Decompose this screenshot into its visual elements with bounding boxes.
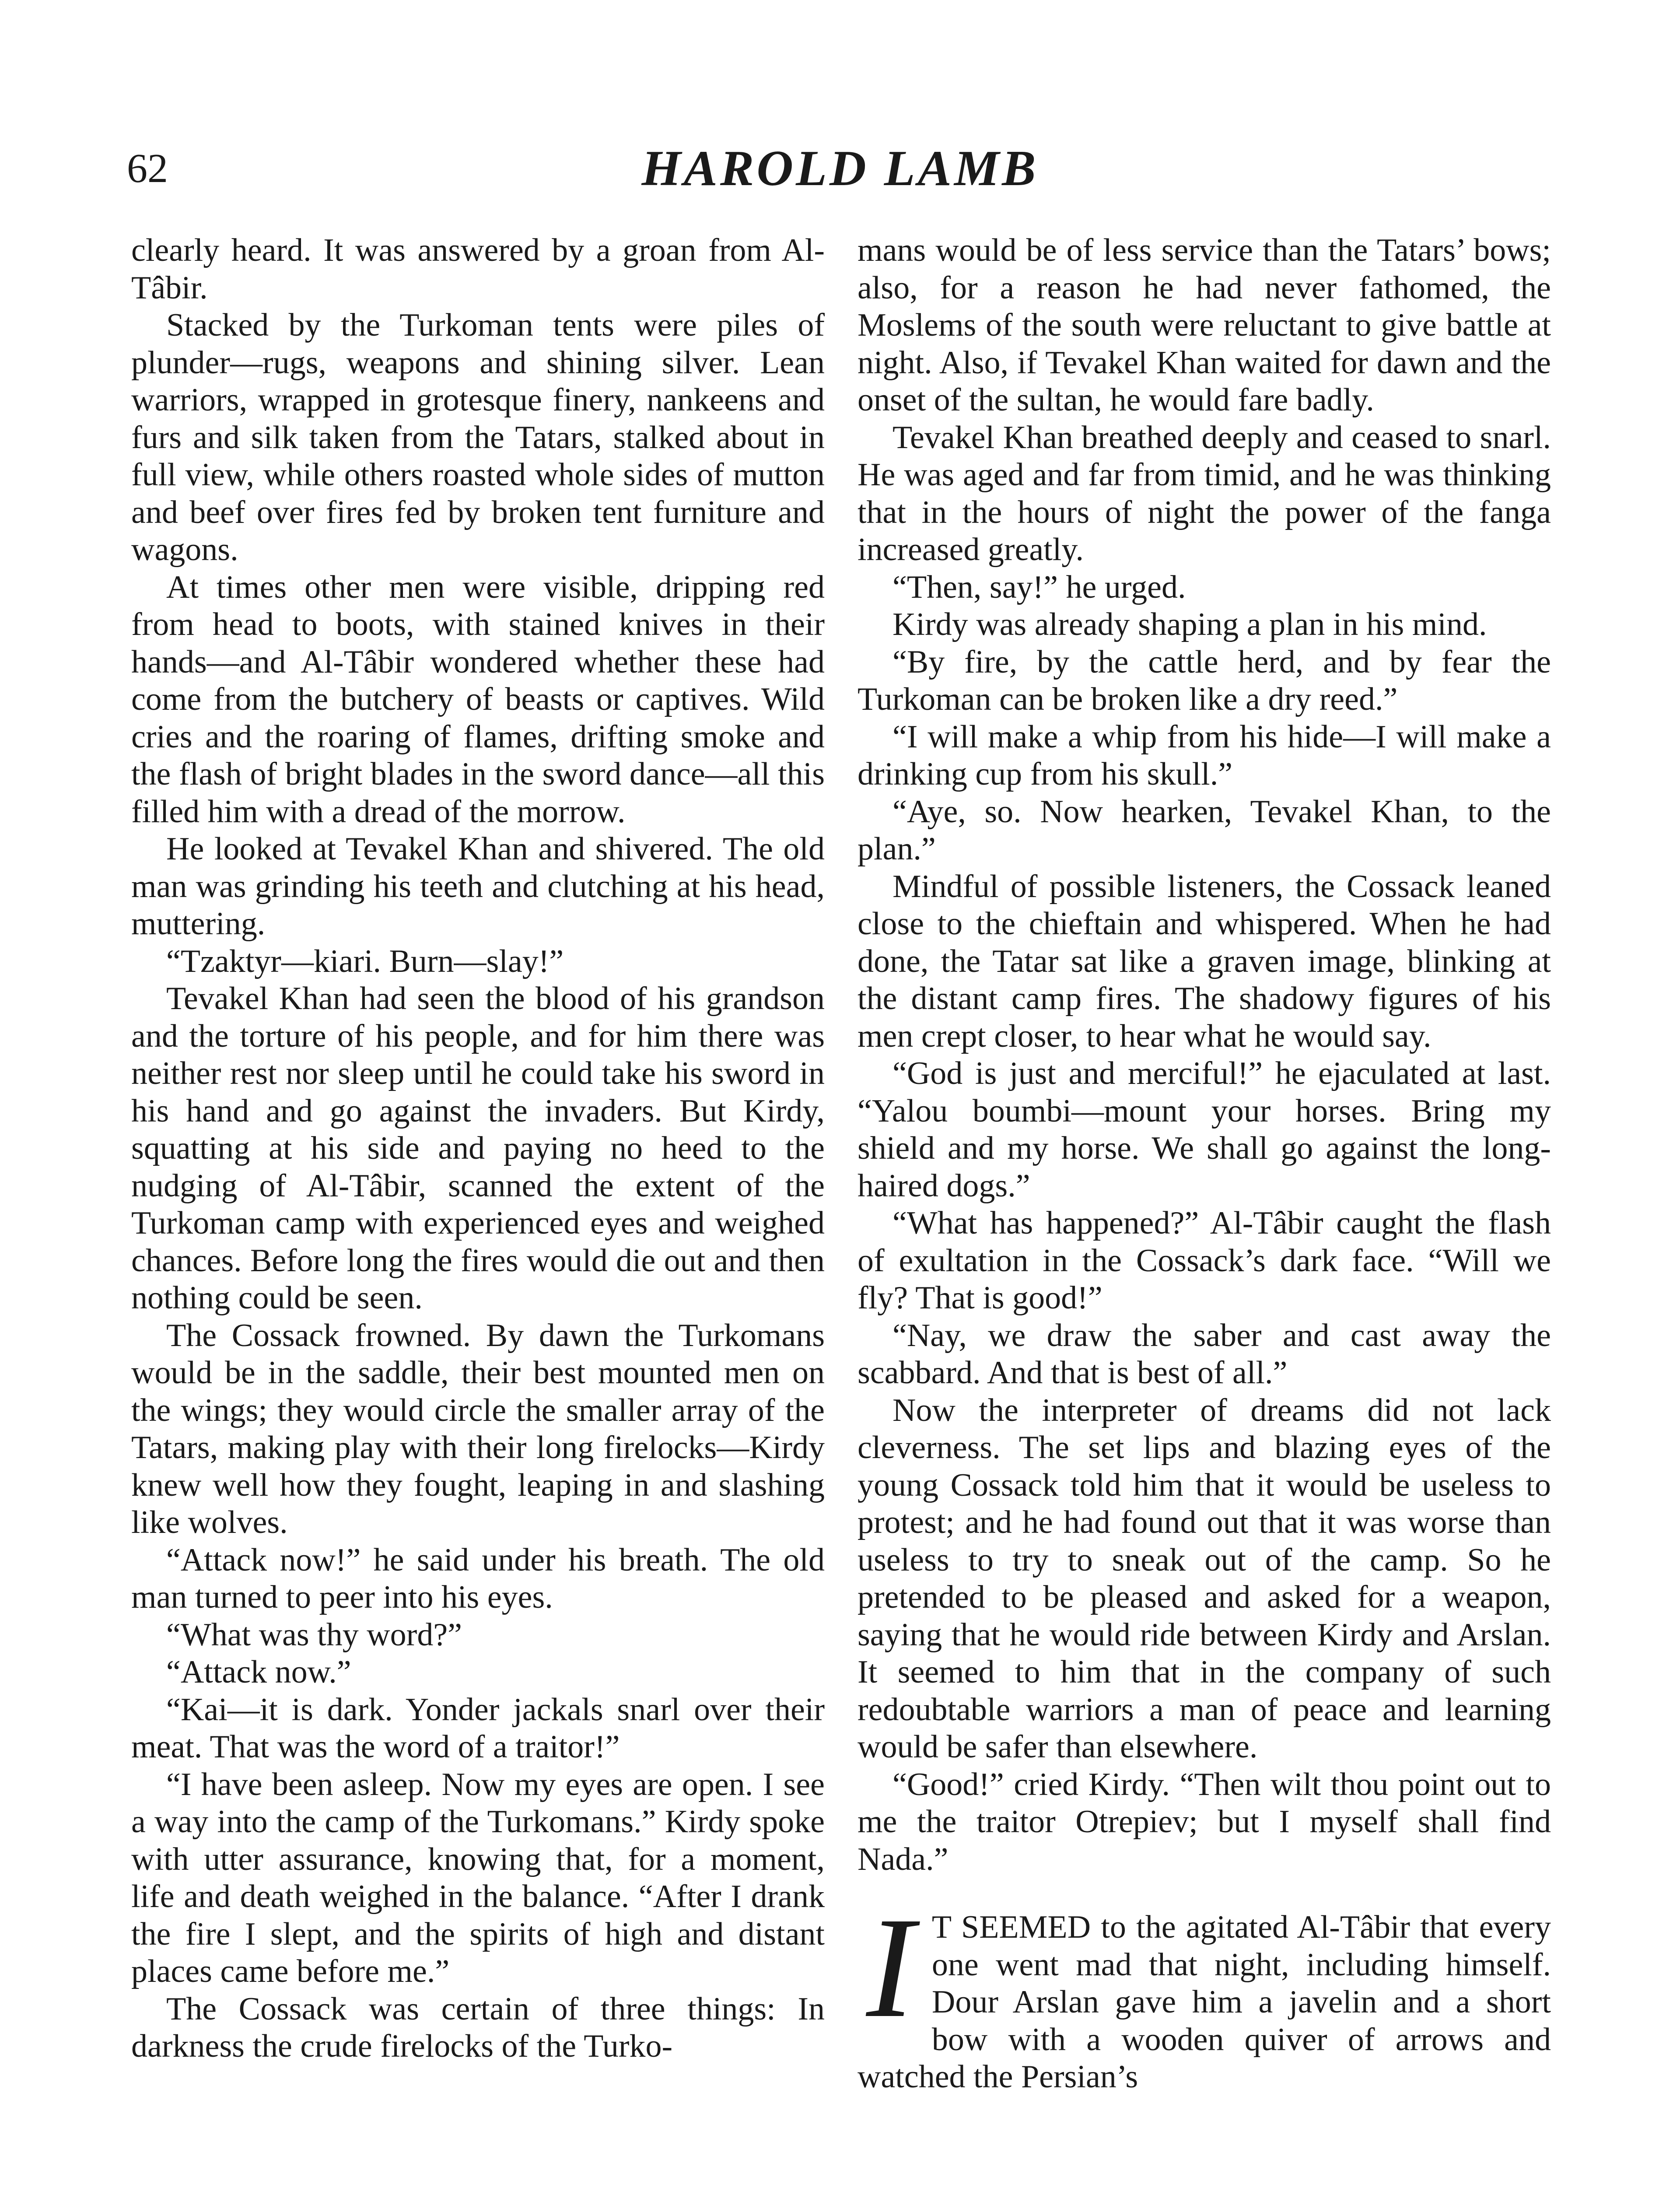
section-opening-text: T SEEMED to the agitated Al-Tâbir that every one went mad that night, including himself. Dour Arslan gave him a javelin and a short bow with a wooden quiver of arrows and watched the Persian’s [858, 1909, 1551, 2095]
drop-cap: I [866, 1888, 914, 2048]
new-section [858, 1888, 1551, 2096]
paragraph: “Kai—it is dark. Yonder jackals snarl over their meat. That was the word of a traitor!” [131, 1691, 825, 1765]
paragraph: Mindful of possible listeners, the Cossack leaned close to the chieftain and whispered. When he had done, the Tatar sat like a graven image, blinking at the distant camp fires. The shadowy figures of his men crept closer, to hear what he would say. [858, 868, 1551, 1054]
paragraph: Now the interpreter of dreams did not lack cleverness. The set lips and blazing eyes of the young Cossack told him that it would be useless to protest; and he had found out that it was worse than useless to try to sneak out of the camp. So he pretended to be pleased and asked for a weapon, saying that he would ride between Kirdy and Arslan. It seemed to him that in the company of such redoubtable warriors a man of peace and learning would be safer than elsewhere. [858, 1392, 1551, 1765]
paragraph: The Cossack frowned. By dawn the Turkomans would be in the saddle, their best mounted men on the wings; they would circle the smaller array of the Tatars, making play with their long firelocks—Kirdy knew well how they fought, leaping in and slashing like wolves. [131, 1317, 825, 1540]
paragraph: He looked at Tevakel Khan and shivered. The old man was grinding his teeth and clutching at his head, muttering. [131, 831, 825, 942]
paragraph: Kirdy was already shaping a plan in his mind. [892, 607, 1487, 642]
page-number: 62 [127, 146, 168, 191]
paragraph: “I will make a whip from his hide—I will make a drinking cup from his skull.” [858, 719, 1551, 792]
paragraph: “Tzaktyr—kiari. Burn—slay!” [166, 943, 564, 979]
paragraph: “By fire, by the cattle herd, and by fear the Turkoman can be broken like a dry reed.” [858, 644, 1551, 717]
paragraph: Tevakel Khan breathed deeply and ceased to snarl. He was aged and far from timid, and he was thinking that in the hours of night the power of the fanga increased greatly. [858, 419, 1551, 568]
paragraph: Stacked by the Turkoman tents were piles of plunder—rugs, weapons and shining silver. Lean warriors, wrapped in grotesque finery, nankeens and furs and silk taken from the Tatars, stalked about in full view, while others roasted whole sides of mutton and beef over fires fed by broken tent furniture and wagons. [131, 307, 825, 568]
paragraph: At times other men were visible, dripping red from head to boots, with stained knives in their hands—and Al-Tâbir wondered whether these had come from the butchery of beasts or captives. Wild cries and the roaring of flames, drifting smoke and the flash of bright blades in the sword dance—all this filled him with a dread of the morrow. [131, 569, 825, 830]
paragraph: The Cossack was certain of three things: In darkness the crude firelocks of the Turko- [131, 1991, 825, 2064]
page-header [127, 140, 1553, 206]
paragraph: “Then, say!” he urged. [892, 569, 1186, 605]
paragraph: “What was thy word?” [166, 1616, 462, 1653]
right-column [858, 232, 1551, 2096]
running-head-author: HAROLD LAMB [641, 140, 1039, 196]
paragraph: “Nay, we draw the saber and cast away the scabbard. And that is best of all.” [858, 1317, 1551, 1391]
paragraph: “Attack now.” [166, 1654, 351, 1690]
paragraph: “Attack now!” he said under his breath. The old man turned to peer into his eyes. [131, 1542, 825, 1615]
paragraph: “Good!” cried Kirdy. “Then wilt thou point out to me the traitor Otrepiev; but I myself shall find Nada.” [858, 1766, 1551, 1877]
paragraph: clearly heard. It was answered by a groan from Al-Tâbir. [131, 232, 825, 306]
paragraph: Tevakel Khan had seen the blood of his grandson and the torture of his people, and for him there was neither rest nor sleep until he could take his sword in his hand and go against the invaders. But Kirdy, squatting at his side and paying no heed to the nudging of Al-Tâbir, scanned the extent of the Turkoman camp with experienced eyes and weighed chances. Before long the fires would die out and then nothing could be seen. [131, 981, 825, 1316]
paragraph: “Aye, so. Now hearken, Tevakel Khan, to the plan.” [858, 793, 1551, 867]
left-column [131, 232, 825, 2065]
paragraph: “God is just and merciful!” he ejaculated at last. “Yalou boumbi—mount your horses. Bring my shield and my horse. We shall go against the long-haired dogs.” [858, 1055, 1551, 1204]
paragraph: “I have been asleep. Now my eyes are open. I see a way into the camp of the Turkomans.” Kirdy spoke with utter assurance, knowing that, for a moment, life and death weighed in the balance. “After I drank the fire I slept, and the spirits of high and distant places came before me.” [131, 1766, 825, 1989]
paragraph: “What has happened?” Al-Tâbir caught the flash of exultation in the Cossack’s dark face. “Will we fly? That is good!” [858, 1205, 1551, 1316]
paragraph: mans would be of less service than the Tatars’ bows; also, for a reason he had never fathomed, the Moslems of the south were reluctant to give battle at night. Also, if Tevakel Khan waited for dawn and the onset of the sultan, he would fare badly. [858, 232, 1551, 418]
section-opening-paragraph [858, 1888, 1551, 2096]
